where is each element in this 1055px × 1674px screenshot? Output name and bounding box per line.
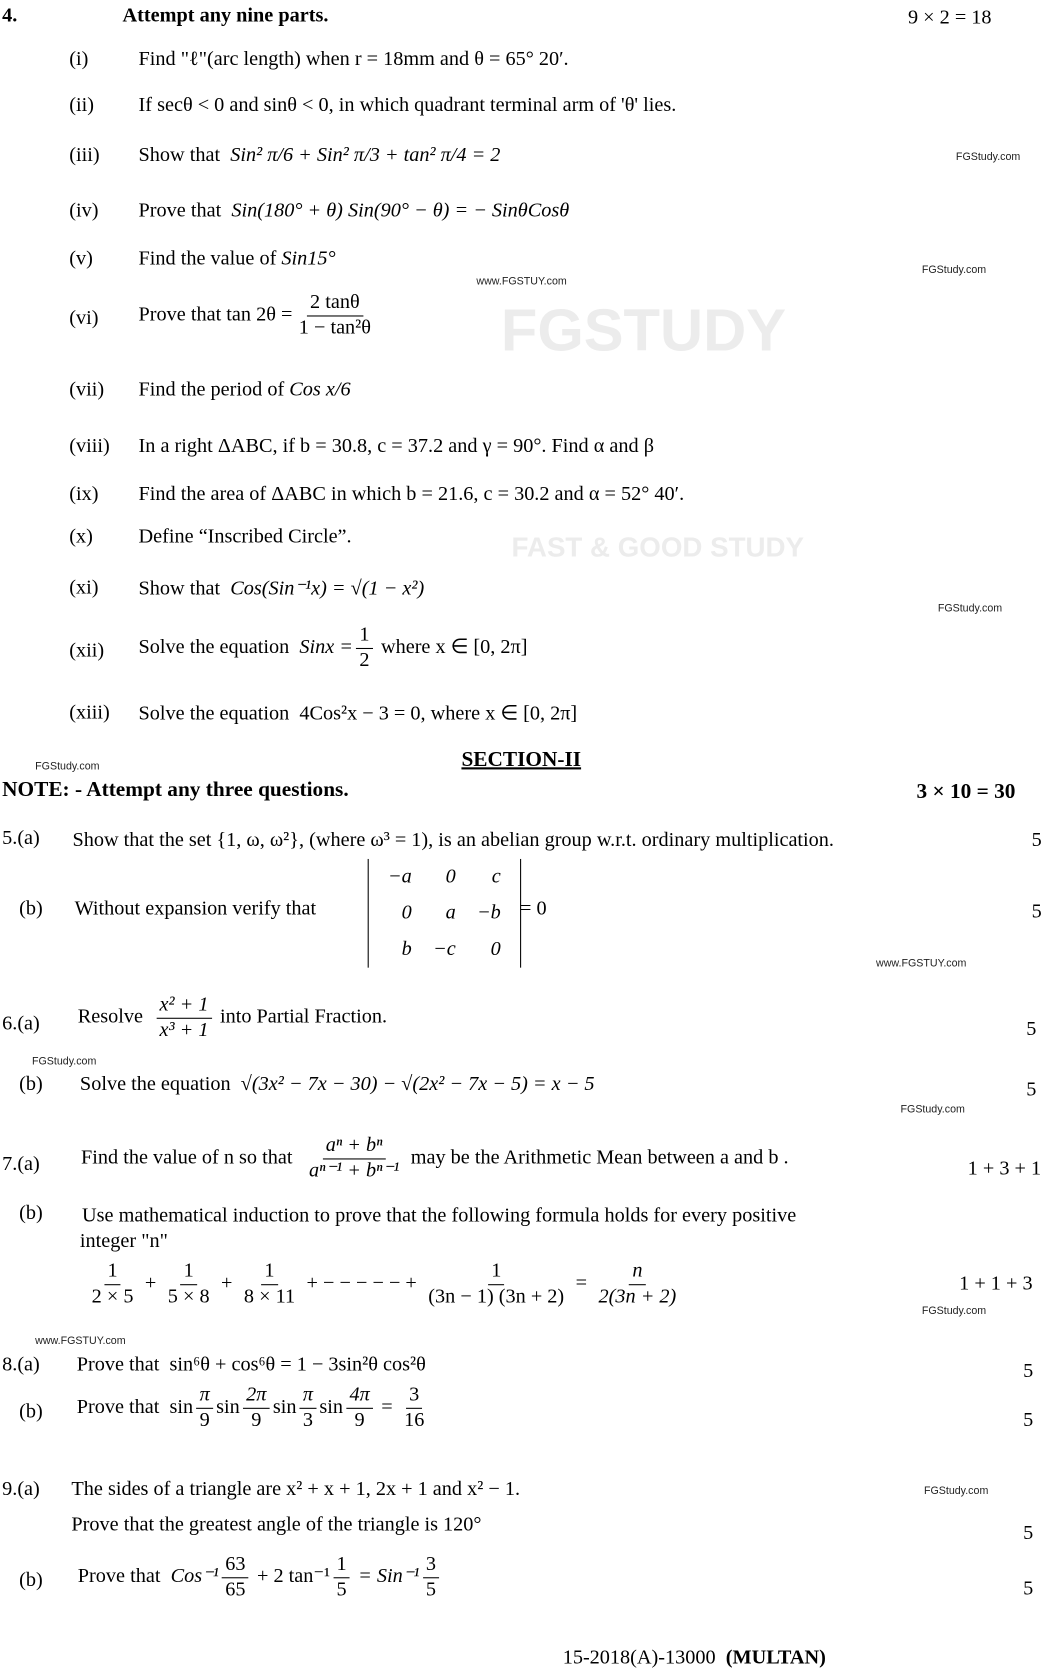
ellipsis-dashes: + − − − − − + bbox=[306, 1272, 417, 1295]
q7b-text: Use mathematical induction to prove that the following formula holds for every positive bbox=[82, 1204, 797, 1227]
footer bbox=[563, 1647, 826, 1670]
site-watermark: www.FGSTUY.com bbox=[476, 276, 567, 288]
det-cell: −b bbox=[477, 901, 501, 924]
part-math: Cos(Sin⁻¹x) = √(1 − x²) bbox=[230, 577, 425, 600]
part-label: (viii) bbox=[69, 434, 110, 458]
part-text bbox=[139, 623, 528, 673]
site-watermark: www.FGSTUY.com bbox=[876, 958, 967, 970]
q5b-label: (b) bbox=[19, 897, 43, 920]
site-watermark: FGStudy.com bbox=[31, 1056, 97, 1068]
part-math: Cos x/6 bbox=[289, 378, 351, 401]
section-note: NOTE: - Attempt any three questions. bbox=[2, 777, 349, 802]
q6b-label: (b) bbox=[19, 1073, 43, 1096]
part-text: Find the area of ΔABC in which b = 21.6, c = 30.2 and α = 52° 40′. bbox=[138, 482, 685, 506]
part-text-lead: Find the period of bbox=[138, 378, 285, 401]
numerator: 2π bbox=[243, 1383, 270, 1408]
fraction bbox=[306, 1134, 403, 1184]
numerator: 3 bbox=[423, 1553, 440, 1578]
part-label: (iv) bbox=[69, 199, 99, 222]
denominator: 16 bbox=[404, 1408, 425, 1432]
q9a-marks: 5 bbox=[1023, 1521, 1034, 1545]
part-suffix: where x ∈ [0, 2π] bbox=[380, 635, 528, 659]
q8a-lead: Prove that bbox=[76, 1353, 160, 1376]
numerator: 4π bbox=[346, 1383, 373, 1408]
q6b-marks: 5 bbox=[1026, 1078, 1037, 1101]
part-label: (i) bbox=[69, 47, 89, 71]
denominator: 5 bbox=[425, 1578, 436, 1601]
denominator: 3 bbox=[302, 1408, 314, 1432]
det-cell: 0 bbox=[445, 865, 456, 888]
site-watermark: FGStudy.com bbox=[955, 151, 1021, 164]
q8a-marks: 5 bbox=[1023, 1359, 1034, 1383]
q5a-marks: 5 bbox=[1031, 829, 1042, 852]
site-watermark: www.FGSTUY.com bbox=[35, 1335, 126, 1348]
numerator: 1 bbox=[488, 1260, 505, 1285]
site-watermark: FGStudy.com bbox=[35, 760, 100, 773]
part-math: Sinx = bbox=[299, 635, 353, 659]
part-text: In a right ΔABC, if b = 30.8, c = 37.2 and γ = 90°. Find α and β bbox=[138, 434, 655, 458]
fraction bbox=[595, 1260, 679, 1310]
part-text bbox=[139, 199, 570, 222]
numerator: 1 bbox=[356, 623, 373, 648]
part-text-lead: Show that bbox=[138, 143, 221, 167]
part-text-lead: Find the value of bbox=[138, 247, 277, 270]
numerator: 1 bbox=[333, 1553, 350, 1578]
fraction bbox=[346, 1383, 373, 1433]
inverse-cos: Cos⁻¹ bbox=[170, 1565, 219, 1588]
part-math: 4Cos²x − 3 = 0, where x ∈ [0, 2π] bbox=[299, 702, 578, 725]
numerator: 3 bbox=[406, 1383, 423, 1408]
q6b-text bbox=[80, 1073, 595, 1096]
denominator: 5 × 8 bbox=[167, 1285, 210, 1308]
paper-code: 15-2018(A)-13000 bbox=[562, 1646, 716, 1669]
part-math: Sin² π/6 + Sin² π/3 + tan² π/4 = 2 bbox=[230, 143, 501, 167]
denominator: 9 bbox=[354, 1408, 365, 1432]
q7b-text2: integer "n" bbox=[79, 1229, 168, 1253]
q7b-marks: 1 + 1 + 3 bbox=[959, 1272, 1033, 1295]
part-text bbox=[139, 144, 501, 167]
part-label: (v) bbox=[69, 247, 93, 270]
part-text bbox=[139, 247, 336, 270]
denominator: 65 bbox=[225, 1578, 246, 1601]
det-cell: 0 bbox=[401, 901, 412, 924]
site-watermark: FGStudy.com bbox=[921, 1305, 987, 1318]
part-text-lead: Solve the equation bbox=[138, 702, 290, 725]
q6a-suffix: into Partial Fraction. bbox=[219, 1005, 388, 1029]
part-text-lead: Prove that tan 2θ = bbox=[138, 303, 293, 326]
sin-fn: sin bbox=[216, 1395, 240, 1419]
denominator: 8 × 11 bbox=[243, 1285, 296, 1308]
determinant bbox=[368, 859, 521, 968]
plus-sign: + bbox=[144, 1272, 157, 1295]
q4-title: Attempt any nine parts. bbox=[122, 4, 329, 27]
denominator: 2(3n + 2) bbox=[598, 1285, 677, 1308]
plus-sign: + bbox=[221, 1272, 233, 1295]
denominator: aⁿ⁻¹ + bⁿ⁻¹ bbox=[308, 1159, 400, 1182]
fraction bbox=[401, 1383, 428, 1433]
q9b-marks: 5 bbox=[1023, 1577, 1034, 1600]
q9a-text2: Prove that the greatest angle of the triangle is 120° bbox=[71, 1513, 482, 1536]
numerator: π bbox=[196, 1383, 213, 1408]
q7b-label: (b) bbox=[19, 1202, 43, 1225]
q5b-text: Without expansion verify that bbox=[74, 897, 317, 920]
det-cell: c bbox=[491, 865, 501, 888]
q7a-label: 7.(a) bbox=[2, 1153, 40, 1176]
fraction bbox=[300, 1383, 317, 1433]
numerator: 1 bbox=[261, 1260, 278, 1285]
numerator: x² + 1 bbox=[156, 993, 211, 1018]
fraction bbox=[88, 1260, 136, 1310]
tagline-watermark: FAST & GOOD STUDY bbox=[511, 530, 805, 563]
q9b-lead: Prove that bbox=[77, 1565, 161, 1588]
site-watermark: FGStudy.com bbox=[900, 1104, 965, 1116]
fraction bbox=[356, 623, 373, 673]
denominator: x³ + 1 bbox=[159, 1018, 209, 1041]
part-text bbox=[139, 701, 578, 726]
part-label: (ix) bbox=[69, 482, 99, 506]
numerator: 2 tanθ bbox=[307, 291, 363, 316]
section-title: SECTION-II bbox=[461, 748, 582, 772]
q7a-suffix: may be the Arithmetic Mean between a and b . bbox=[410, 1146, 789, 1169]
q8b-text bbox=[77, 1383, 431, 1433]
part-math: Sin(180° + θ) Sin(90° − θ) = − SinθCosθ bbox=[231, 199, 570, 222]
section-marks: 3 × 10 = 30 bbox=[916, 780, 1016, 804]
fraction bbox=[425, 1260, 567, 1310]
part-math: Sin15° bbox=[281, 247, 336, 270]
site-watermark: FGStudy.com bbox=[937, 603, 1003, 615]
det-cell: −c bbox=[433, 937, 456, 961]
part-label: (ii) bbox=[69, 93, 95, 117]
fraction bbox=[165, 1260, 213, 1310]
numerator: n bbox=[629, 1260, 646, 1285]
det-cell: b bbox=[401, 937, 412, 961]
q8b-label: (b) bbox=[19, 1400, 43, 1423]
det-cell: −a bbox=[387, 865, 412, 888]
q6b-math: √(3x² − 7x − 30) − √(2x² − 7x − 5) = x − 5 bbox=[240, 1073, 595, 1096]
det-cell: 0 bbox=[490, 937, 501, 961]
q4-number: 4. bbox=[2, 4, 18, 27]
q6a-label: 6.(a) bbox=[2, 1012, 40, 1035]
q7a-lead: Find the value of n so that bbox=[80, 1146, 293, 1169]
part-label: (xiii) bbox=[69, 701, 110, 724]
q4-marks: 9 × 2 = 18 bbox=[907, 6, 992, 29]
q5b-marks: 5 bbox=[1031, 900, 1042, 923]
site-watermark: FGStudy.com bbox=[923, 1485, 989, 1498]
site-watermark: FGStudy.com bbox=[921, 264, 987, 277]
q9b-text bbox=[78, 1553, 443, 1603]
part-text: Define “Inscribed Circle”. bbox=[138, 525, 352, 548]
sin-fn: sin bbox=[272, 1395, 297, 1419]
part-text-lead: Solve the equation bbox=[138, 635, 290, 659]
q8b-marks: 5 bbox=[1023, 1408, 1034, 1432]
sin-fn: sin bbox=[319, 1395, 344, 1419]
sin-fn: sin bbox=[169, 1395, 194, 1419]
part-label: (vi) bbox=[69, 306, 99, 330]
q9b-label: (b) bbox=[19, 1568, 43, 1592]
denominator: 5 bbox=[336, 1578, 347, 1601]
part-text: If secθ < 0 and sinθ < 0, in which quadrant terminal arm of 'θ' lies. bbox=[138, 93, 677, 117]
numerator: 63 bbox=[222, 1553, 249, 1578]
denominator: (3n − 1) (3n + 2) bbox=[428, 1285, 565, 1308]
q8b-lead: Prove that bbox=[76, 1395, 160, 1419]
numerator: aⁿ + bⁿ bbox=[323, 1134, 386, 1159]
part-label: (xii) bbox=[69, 639, 105, 662]
denominator: 9 bbox=[199, 1408, 210, 1432]
part-label: (xi) bbox=[69, 576, 99, 599]
numerator: 1 bbox=[104, 1260, 121, 1285]
det-cell: a bbox=[445, 901, 456, 924]
denominator: 1 − tan²θ bbox=[298, 316, 371, 339]
part-text: Find "ℓ"(arc length) when r = 18mm and θ = 65° 20′. bbox=[138, 47, 569, 71]
fraction bbox=[241, 1260, 299, 1310]
q8a-math: sin⁶θ + cos⁶θ = 1 − 3sin²θ cos²θ bbox=[169, 1353, 426, 1376]
inverse-tan: + 2 tan⁻¹ bbox=[256, 1565, 331, 1588]
equals-sign: = bbox=[575, 1272, 588, 1295]
fraction bbox=[222, 1553, 249, 1603]
fraction bbox=[156, 993, 211, 1043]
q6a-marks: 5 bbox=[1026, 1017, 1037, 1041]
q6b-lead: Solve the equation bbox=[79, 1073, 231, 1096]
part-label: (iii) bbox=[69, 143, 100, 167]
q5b-equals: = 0 bbox=[520, 897, 547, 920]
q9a-label: 9.(a) bbox=[2, 1478, 40, 1501]
logo-watermark: FGSTUDY bbox=[500, 296, 787, 364]
paper-region: (MULTAN) bbox=[725, 1646, 826, 1669]
fraction bbox=[196, 1383, 213, 1433]
fraction bbox=[423, 1553, 440, 1603]
numerator: 1 bbox=[180, 1260, 197, 1285]
q7a-text bbox=[81, 1134, 789, 1184]
q8a-text bbox=[77, 1353, 426, 1376]
q5a-text: Show that the set {1, ω, ω²}, (where ω³ = 1), is an abelian group w.r.t. ordinary multiplication. bbox=[72, 829, 834, 852]
denominator: 9 bbox=[251, 1408, 262, 1432]
q5a-label: 5.(a) bbox=[2, 826, 40, 850]
part-text bbox=[139, 291, 378, 341]
equals-sign: = bbox=[381, 1395, 393, 1419]
fraction bbox=[243, 1383, 270, 1433]
numerator: π bbox=[300, 1383, 317, 1408]
part-text bbox=[139, 577, 425, 602]
part-text-lead: Prove that bbox=[138, 199, 222, 222]
denominator: 2 bbox=[359, 648, 370, 672]
fraction bbox=[296, 291, 375, 341]
q9a-text: The sides of a triangle are x² + x + 1, 2x + 1 and x² − 1. bbox=[71, 1478, 521, 1501]
fraction bbox=[333, 1553, 350, 1603]
part-text bbox=[139, 378, 351, 401]
part-label: (x) bbox=[69, 525, 93, 548]
part-label: (vii) bbox=[69, 378, 105, 401]
q6a-text bbox=[78, 993, 387, 1043]
q6a-lead: Resolve bbox=[77, 1005, 144, 1029]
inverse-sin: = Sin⁻¹ bbox=[358, 1565, 420, 1588]
q7a-marks: 1 + 3 + 1 bbox=[967, 1157, 1042, 1180]
denominator: 2 × 5 bbox=[91, 1285, 134, 1308]
q8a-label: 8.(a) bbox=[2, 1353, 40, 1376]
induction-formula bbox=[85, 1260, 682, 1310]
part-text-lead: Show that bbox=[138, 577, 221, 600]
